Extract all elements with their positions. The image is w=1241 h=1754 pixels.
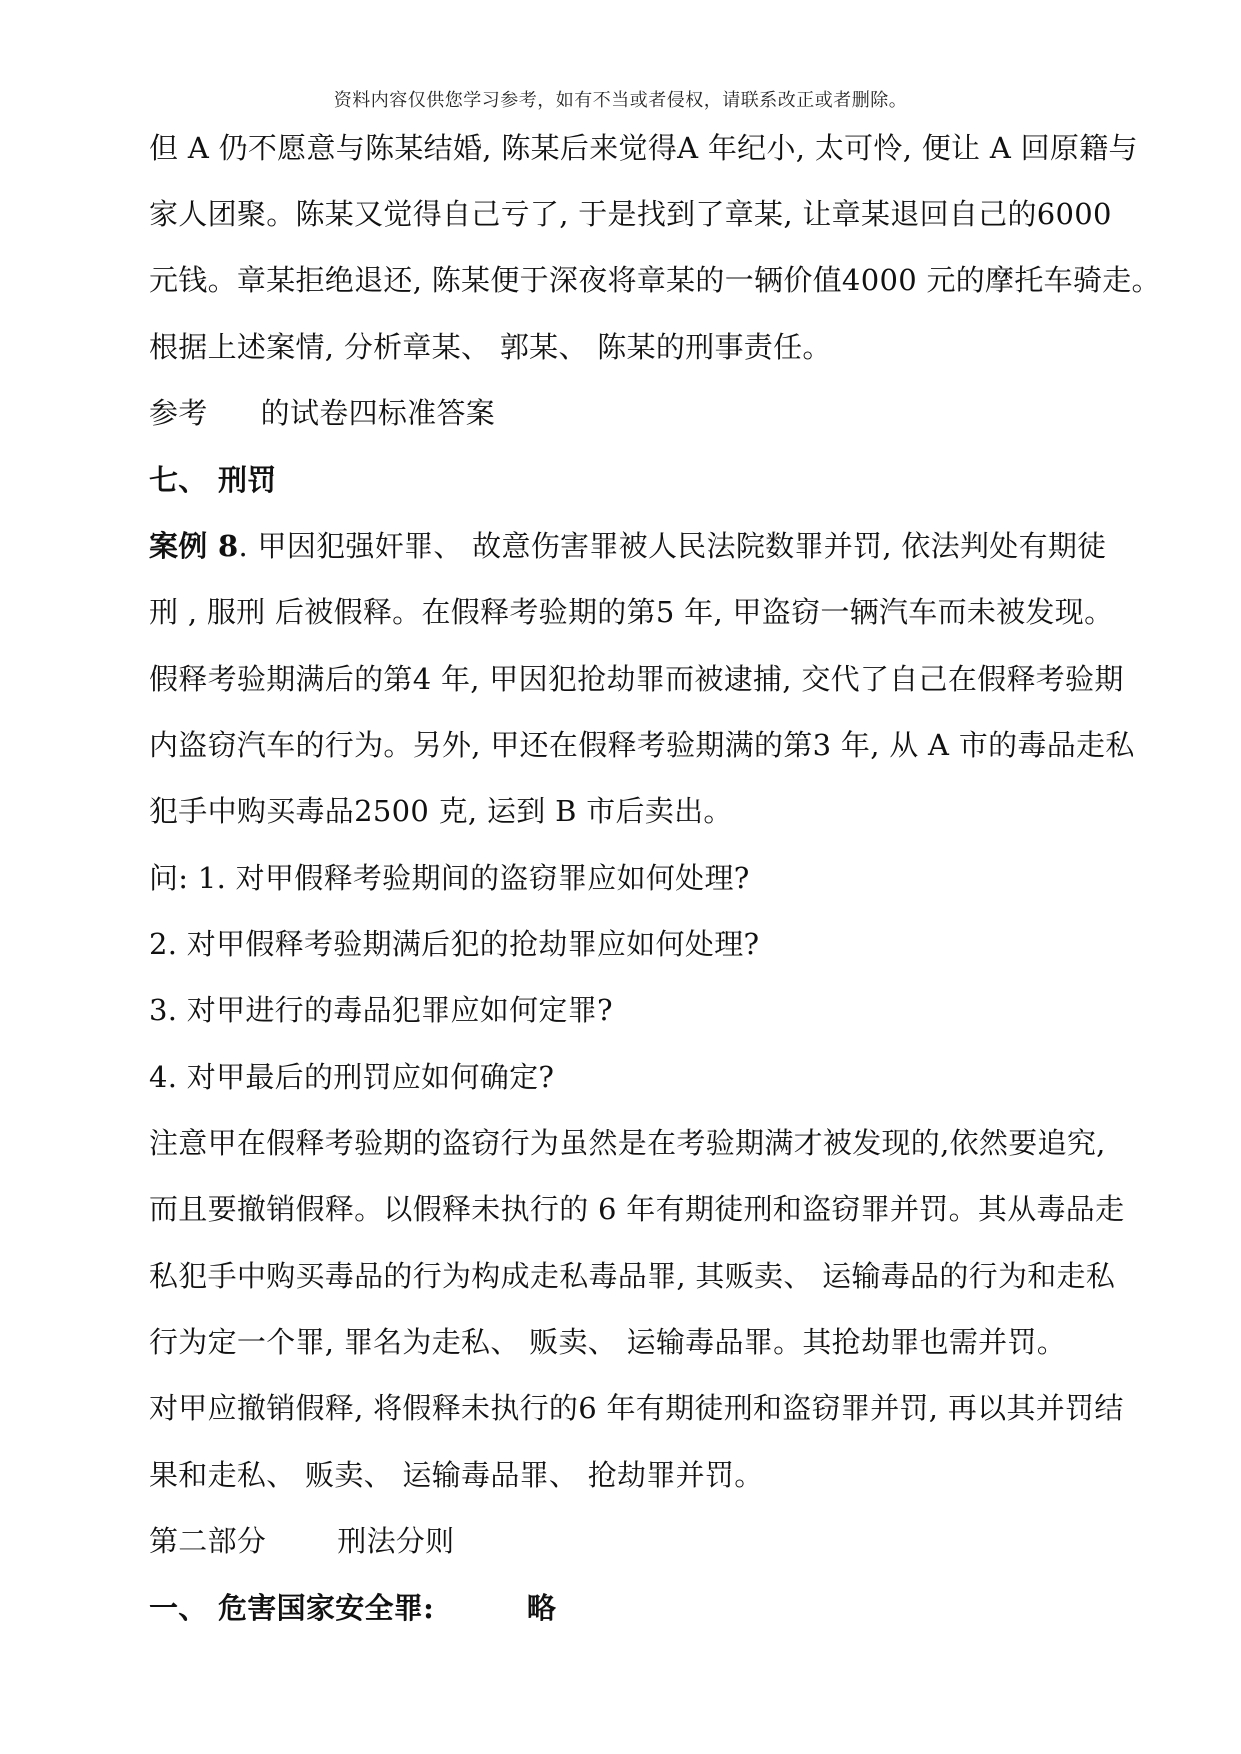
question-3: 3. 对甲进行的毒品犯罪应如何定罪? (149, 993, 613, 1027)
text-line: 但 A 仍不愿意与陈某结婚, 陈某后来觉得A 年纪小, 太可怜, 便让 A 回原籍与 (149, 131, 1138, 165)
text-line: 元钱。章某拒绝退还, 陈某便于深夜将章某的一辆价值4000 元的摩托车骑走。 (149, 263, 1161, 297)
text-line: 刑 , 服刑 后被假释。在假释考验期的第5 年, 甲盗窃一辆汽车而未被发现。 (149, 595, 1114, 629)
text-line: 家人团聚。陈某又觉得自己亏了, 于是找到了章某, 让章某退回自己的6000 (149, 197, 1112, 231)
case-text: . 甲因犯强奸罪、 故意伤害罪被人民法院数罪并罚, 依法判处有期徒 (238, 529, 1107, 563)
subsection-heading (149, 1591, 557, 1625)
reference-text: 的试卷四标准答案 (260, 396, 496, 430)
section-heading: 七、 刑罚 (149, 463, 277, 497)
page-watermark: 资料内容仅供您学习参考，如有不当或者侵权，请联系改正或者删除。 (333, 90, 908, 111)
subsection-text: 略 (526, 1591, 557, 1625)
text-line: 注意甲在假释考验期的盗窃行为虽然是在考验期满才被发现的,依然要追究, (149, 1126, 1106, 1160)
reference-label: 参考 (149, 396, 208, 430)
text-line: 私犯手中购买毒品的行为构成走私毒品罪, 其贩卖、 运输毒品的行为和走私 (149, 1259, 1116, 1293)
question-4: 4. 对甲最后的刑罚应如何确定? (149, 1060, 555, 1094)
text-line: 对甲应撤销假释, 将假释未执行的6 年有期徒刑和盗窃罪并罚, 再以其并罚结 (149, 1391, 1124, 1425)
part-heading (149, 1524, 455, 1558)
case-label: 案例 8 (149, 529, 239, 563)
question-1: 问: 1. 对甲假释考验期间的盗窃罪应如何处理? (149, 861, 750, 895)
part-title: 刑法分则 (337, 1524, 455, 1558)
reference-line (149, 396, 496, 430)
text-line: 假释考验期满后的第4 年, 甲因犯抢劫罪而被逮捕, 交代了自己在假释考验期 (149, 662, 1124, 696)
subsection-label: 一、 危害国家安全罪: (149, 1591, 435, 1625)
text-line: 行为定一个罪, 罪名为走私、 贩卖、 运输毒品罪。其抢劫罪也需并罚。 (149, 1325, 1067, 1359)
text-line: 根据上述案情, 分析章某、 郭某、 陈某的刑事责任。 (149, 330, 832, 364)
question-2: 2. 对甲假释考验期满后犯的抢劫罪应如何处理? (149, 927, 760, 961)
text-line: 犯手中购买毒品2500 克, 运到 B 市后卖出。 (149, 794, 733, 828)
text-line: 而且要撤销假释。以假释未执行的 6 年有期徒刑和盗窃罪并罚。其从毒品走 (149, 1192, 1125, 1226)
text-line: 内盗窃汽车的行为。另外, 甲还在假释考验期满的第3 年, 从 A 市的毒品走私 (149, 728, 1135, 762)
case-line (149, 529, 1107, 563)
text-line: 果和走私、 贩卖、 运输毒品罪、 抢劫罪并罚。 (149, 1458, 764, 1492)
part-label: 第二部分 (149, 1524, 267, 1558)
